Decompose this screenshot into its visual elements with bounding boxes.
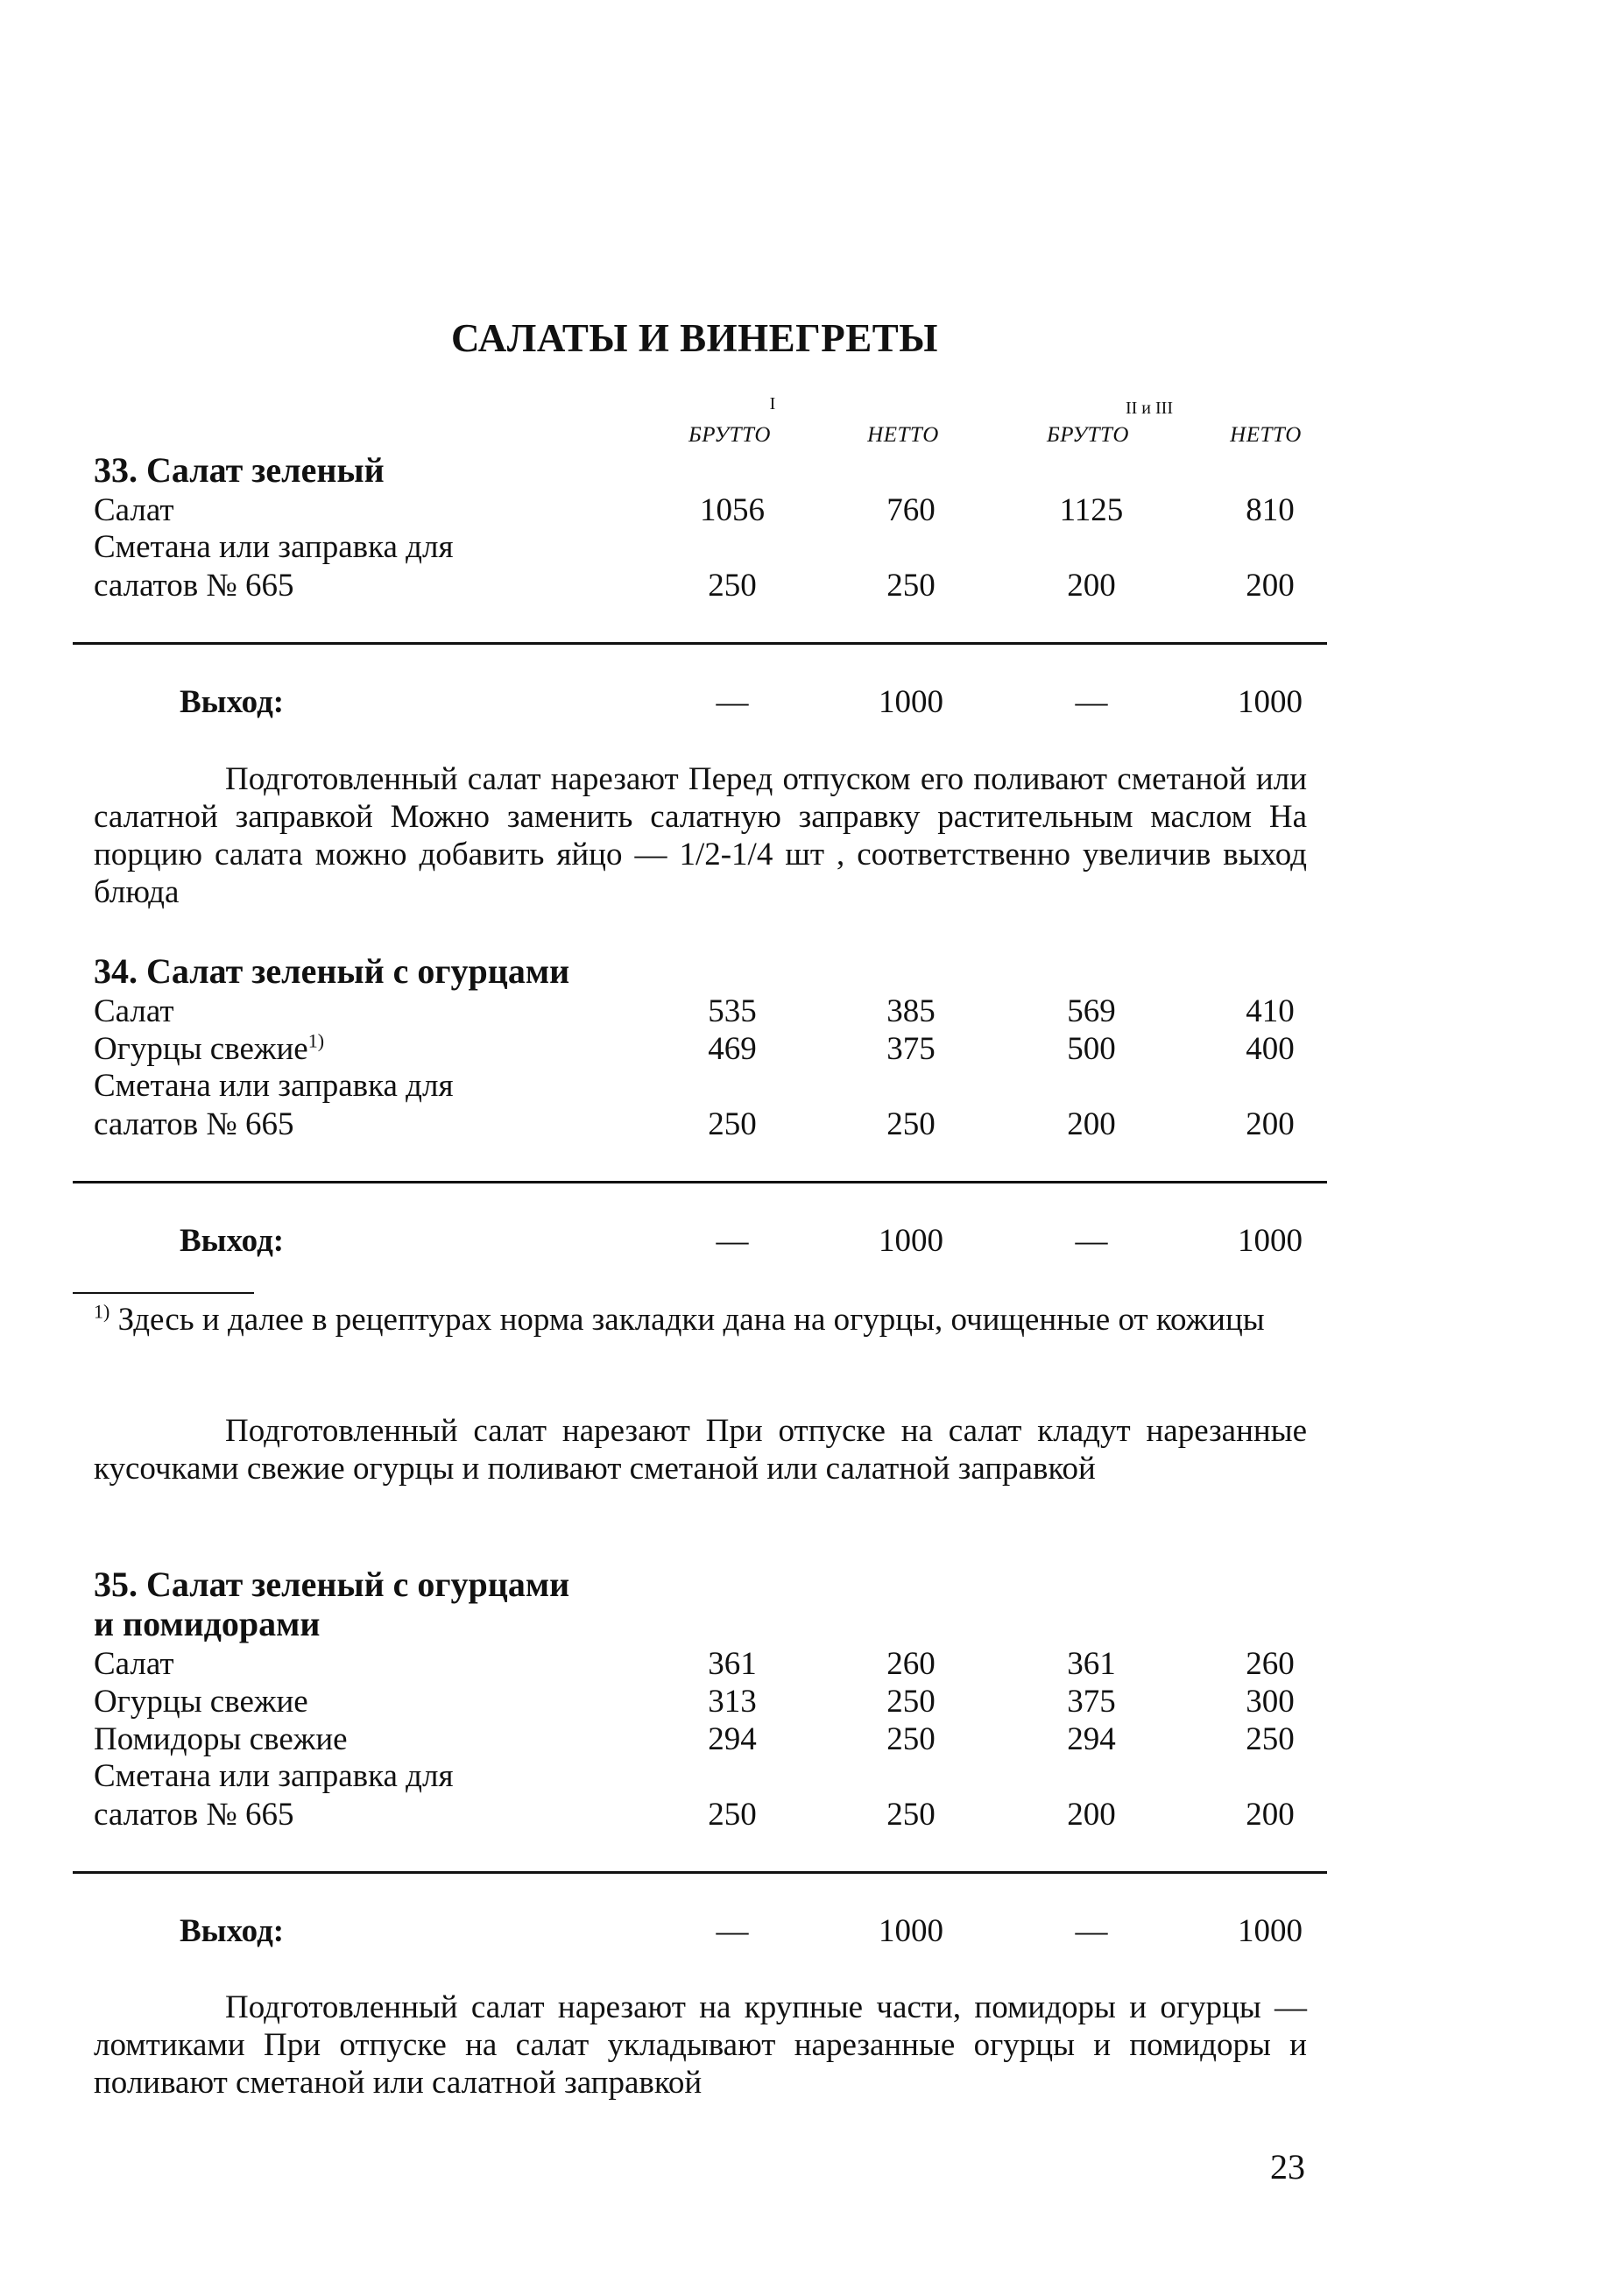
value-cell: 294 <box>708 1721 757 1757</box>
value-cell: 500 <box>1067 1031 1116 1067</box>
value-cell: 200 <box>1067 568 1116 604</box>
value-cell: 250 <box>708 1797 757 1833</box>
yield-value: — <box>1075 1223 1108 1259</box>
footnote-text: Здесь и далее в рецептурах норма закладки дана на огурцы, очищенные от кожицы <box>117 1302 1265 1338</box>
value-cell: 361 <box>708 1646 757 1682</box>
ingredient-name: Огурцы свежие <box>94 1031 308 1067</box>
footnote <box>94 1301 1307 1339</box>
value-cell: 250 <box>886 1721 936 1757</box>
ingredient-name: салатов № 665 <box>94 1797 294 1833</box>
table-rule <box>73 1181 1327 1183</box>
ingredient-name: салатов № 665 <box>94 568 294 604</box>
yield-value: 1000 <box>1238 684 1303 720</box>
ingredient-name: Помидоры свежие <box>94 1721 348 1757</box>
value-cell: 250 <box>886 1797 936 1833</box>
yield-value: 1000 <box>1238 1223 1303 1259</box>
value-cell: 250 <box>708 1106 757 1142</box>
recipe-description: Подготовленный салат нарезают на крупные части, помидоры и огурцы — ломтиками При отпуске на салат укладывают нарезанные огурцы и помидоры и поливают сметаной или салатной заправкой <box>94 1989 1307 2101</box>
column-header-netto-1: НЕТТО <box>867 423 939 447</box>
value-cell: 469 <box>708 1031 757 1067</box>
yield-value: — <box>716 1223 749 1259</box>
page-title: САЛАТЫ И ВИНЕГРЕТЫ <box>451 316 938 360</box>
value-cell: 375 <box>1067 1684 1116 1720</box>
yield-value: — <box>716 1913 749 1949</box>
recipe-description: Подготовленный салат нарезают Перед отпуском его поливают сметаной или салатной заправкой Можно заменить салатную заправку растительным маслом На порцию салата можно добавить яйцо — 1/2-1/4 шт , соответственно увеличив выход блюда <box>94 761 1307 910</box>
value-cell: 385 <box>886 993 936 1029</box>
value-cell: 535 <box>708 993 757 1029</box>
value-cell: 400 <box>1246 1031 1295 1067</box>
value-cell: 250 <box>886 568 936 604</box>
value-cell: 200 <box>1067 1797 1116 1833</box>
value-cell: 300 <box>1246 1684 1295 1720</box>
value-cell: 250 <box>1246 1721 1295 1757</box>
ingredient-name-with-note <box>94 1030 324 1068</box>
recipe-heading: 33. Салат зеленый <box>94 450 385 490</box>
column-header-brutto-1: БРУТТО <box>688 423 771 447</box>
ingredient-name: салатов № 665 <box>94 1106 294 1142</box>
yield-label: Выход: <box>180 684 285 720</box>
yield-value: — <box>1075 684 1108 720</box>
value-cell: 260 <box>886 1646 936 1682</box>
yield-label: Выход: <box>180 1223 285 1259</box>
value-cell: 260 <box>1246 1646 1295 1682</box>
value-cell: 760 <box>886 492 936 528</box>
value-cell: 250 <box>708 568 757 604</box>
value-cell: 200 <box>1246 1106 1295 1142</box>
footnote-marker: 1) <box>307 1029 325 1052</box>
footnote-marker: 1) <box>94 1300 110 1323</box>
yield-value: — <box>716 684 749 720</box>
value-cell: 410 <box>1246 993 1295 1029</box>
recipe-description: Подготовленный салат нарезают При отпуске на салат кладут нарезанные кусочками свежие огурцы и поливают сметаной или салатной заправкой <box>94 1413 1307 1487</box>
yield-value: — <box>1075 1913 1108 1949</box>
page-number: 23 <box>1270 2147 1305 2187</box>
value-cell: 250 <box>886 1684 936 1720</box>
value-cell: 313 <box>708 1684 757 1720</box>
recipe-heading: 35. Салат зеленый с огурцами <box>94 1565 570 1604</box>
yield-value: 1000 <box>1238 1913 1303 1949</box>
ingredient-name: Салат <box>94 993 174 1029</box>
value-cell: 361 <box>1067 1646 1116 1682</box>
value-cell: 250 <box>886 1106 936 1142</box>
yield-value: 1000 <box>879 684 943 720</box>
table-rule <box>73 642 1327 645</box>
value-cell: 200 <box>1246 1797 1295 1833</box>
recipe-heading: 34. Салат зеленый с огурцами <box>94 951 570 991</box>
group-header-1: I <box>769 394 776 413</box>
yield-value: 1000 <box>879 1913 943 1949</box>
ingredient-name-line1: Сметана или заправка для <box>94 1758 454 1794</box>
group-header-2-3: II и III <box>1125 399 1173 418</box>
value-cell: 200 <box>1067 1106 1116 1142</box>
ingredient-name-line1: Сметана или заправка для <box>94 529 454 565</box>
yield-value: 1000 <box>879 1223 943 1259</box>
value-cell: 810 <box>1246 492 1295 528</box>
ingredient-name: Огурцы свежие <box>94 1684 308 1720</box>
value-cell: 375 <box>886 1031 936 1067</box>
value-cell: 1125 <box>1059 492 1124 528</box>
value-cell: 1056 <box>700 492 765 528</box>
column-header-netto-2: НЕТТО <box>1230 423 1302 447</box>
value-cell: 569 <box>1067 993 1116 1029</box>
value-cell: 200 <box>1246 568 1295 604</box>
ingredient-name: Салат <box>94 1646 174 1682</box>
yield-label: Выход: <box>180 1913 285 1949</box>
column-header-brutto-2: БРУТТО <box>1047 423 1129 447</box>
footnote-rule <box>73 1292 254 1294</box>
ingredient-name-line1: Сметана или заправка для <box>94 1068 454 1104</box>
value-cell: 294 <box>1067 1721 1116 1757</box>
table-rule <box>73 1871 1327 1874</box>
ingredient-name: Салат <box>94 492 174 528</box>
recipe-heading-line2: и помидорами <box>94 1604 321 1643</box>
